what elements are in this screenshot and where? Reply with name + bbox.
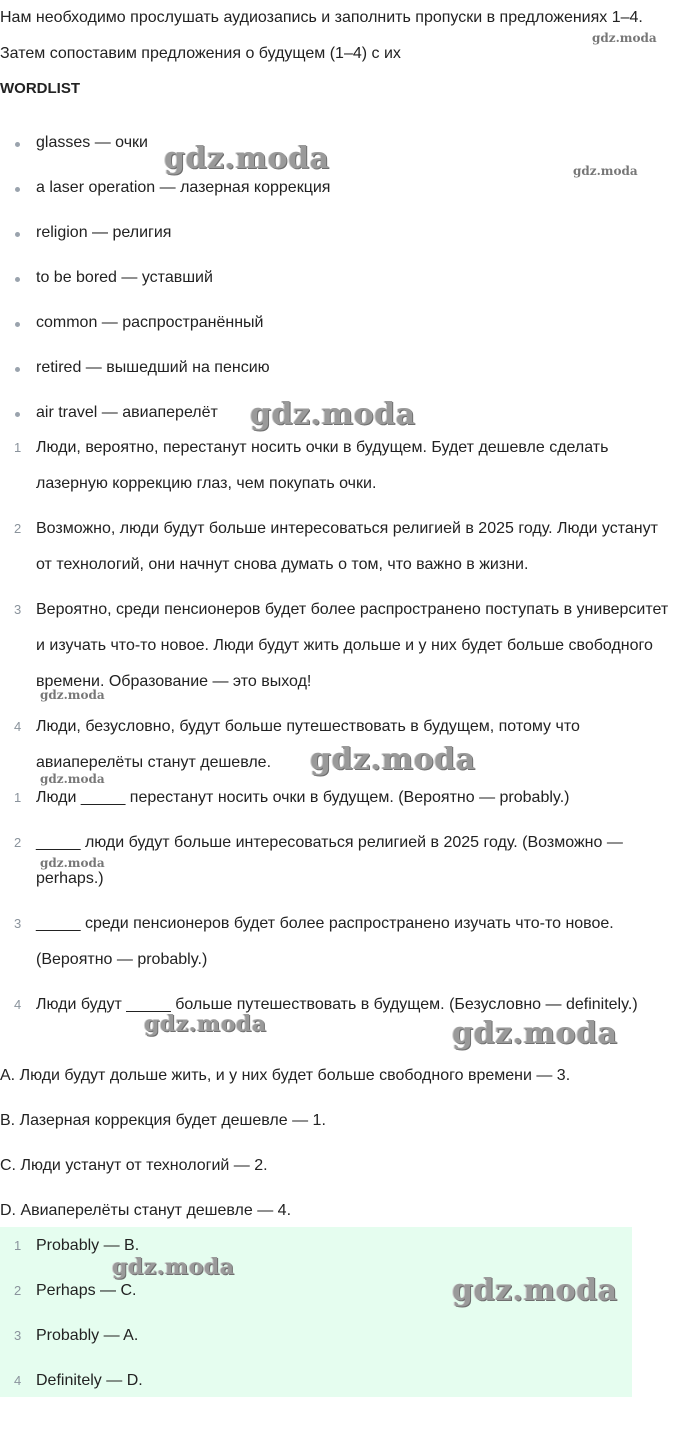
watermark: gdz.moda <box>164 141 330 176</box>
list-number: 4 <box>14 1373 22 1388</box>
match-item: B. Лазерная коррекция будет дешевле — 1. <box>0 1112 326 1129</box>
watermark: gdz.moda <box>40 688 105 702</box>
gap-item: Люди _____ перестанут носить очки в будущем. (Вероятно — probably.) <box>36 789 570 806</box>
list-number: 1 <box>14 790 22 805</box>
list-number: 2 <box>14 835 22 850</box>
wordlist-item: common — распространённый <box>36 314 264 331</box>
answer-item: Probably — A. <box>36 1327 139 1344</box>
bullet-dot <box>15 142 20 147</box>
bullet-dot <box>15 367 20 372</box>
list-number: 4 <box>14 719 22 734</box>
watermark: gdz.moda <box>592 31 657 45</box>
intro-text: Нам необходимо прослушать аудиозапись и заполнить пропуски в предложениях 1–4. Затем сопоставим предложения о будущем (1–4) с их <box>0 9 643 62</box>
answer-item: Probably — B. <box>36 1237 140 1254</box>
match-item: D. Авиаперелёты станут дешевле — 4. <box>0 1202 292 1219</box>
list-number: 1 <box>14 1238 22 1253</box>
list-number: 3 <box>14 916 22 931</box>
translation-item: Люди, безусловно, будут больше путешествовать в будущем, потому что авиаперелёты станут дешевле. <box>36 718 580 771</box>
wordlist-item: glasses — очки <box>36 134 148 151</box>
watermark: gdz.moda <box>40 772 105 786</box>
bullet-dot <box>15 412 20 417</box>
wordlist-item: a laser operation — лазерная коррекция <box>36 179 331 196</box>
list-number: 2 <box>14 521 22 536</box>
watermark: gdz.moda <box>250 397 416 432</box>
watermark: gdz.moda <box>40 856 105 870</box>
watermark: gdz.moda <box>452 1273 618 1308</box>
gap-item: Люди будут _____ больше путешествовать в будущем. (Безусловно — definitely.) <box>36 996 638 1013</box>
gap-item: _____ люди будут больше интересоваться религией в 2025 году. (Возможно — perhaps.) <box>36 834 623 887</box>
wordlist-item: to be bored — уставший <box>36 269 213 286</box>
watermark: gdz.moda <box>112 1254 235 1280</box>
wordlist-item: air travel — авиаперелёт <box>36 404 218 421</box>
match-item: C. Люди устанут от технологий — 2. <box>0 1157 268 1174</box>
list-number: 2 <box>14 1283 22 1298</box>
watermark: gdz.moda <box>573 164 638 178</box>
answer-item: Definitely — D. <box>36 1372 143 1389</box>
wordlist-item: retired — вышедший на пенсию <box>36 359 270 376</box>
watermark: gdz.moda <box>452 1016 618 1051</box>
bullet-dot <box>15 232 20 237</box>
wordlist-heading: WORDLIST <box>0 80 80 97</box>
list-number: 1 <box>14 440 22 455</box>
watermark: gdz.moda <box>310 742 476 777</box>
translation-item: Люди, вероятно, перестанут носить очки в будущем. Будет дешевле сделать лазерную коррекцию глаз, чем покупать очки. <box>36 439 609 492</box>
match-item: A. Люди будут дольше жить, и у них будет больше свободного времени — 3. <box>0 1067 571 1084</box>
list-number: 3 <box>14 602 22 617</box>
bullet-dot <box>15 277 20 282</box>
gap-item: _____ среди пенсионеров будет более распространено изучать что-то новое. (Вероятно — probably.) <box>36 915 614 968</box>
watermark: gdz.moda <box>144 1011 267 1037</box>
answer-item: Perhaps — C. <box>36 1282 137 1299</box>
list-number: 4 <box>14 997 22 1012</box>
translation-item: Возможно, люди будут больше интересоваться религией в 2025 году. Люди устанут от технологий, они начнут снова думать о том, что важно в жизни. <box>36 520 658 573</box>
bullet-dot <box>15 322 20 327</box>
wordlist-item: religion — религия <box>36 224 172 241</box>
bullet-dot <box>15 187 20 192</box>
translation-item: Вероятно, среди пенсионеров будет более распространено поступать в университет и изучать что-то новое. Люди будут жить дольше и у них будет больше свободного времени. Образование — это выход! <box>36 601 669 690</box>
list-number: 3 <box>14 1328 22 1343</box>
